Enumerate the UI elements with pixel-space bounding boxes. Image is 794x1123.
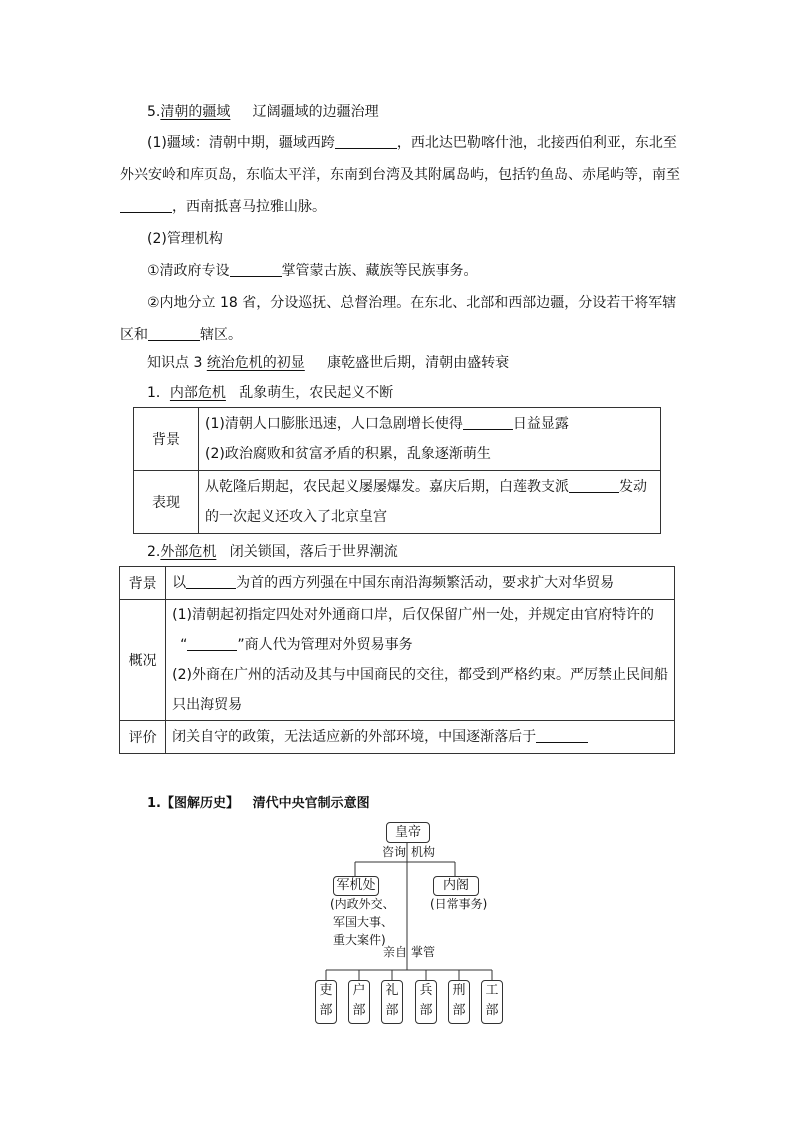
text: 区和: [120, 327, 148, 343]
row-label: 概况: [120, 600, 166, 721]
text: 康乾盛世后期，清朝由盛转衰: [327, 355, 510, 371]
heading-subtitle: 辽阔疆域的边疆治理: [252, 104, 379, 120]
text: 的一次起义还攻入了北京皇宫: [205, 509, 387, 525]
text: 统治危机的初显: [206, 355, 305, 371]
ministry-box: [348, 980, 370, 1024]
ministry-box: [481, 980, 503, 1024]
row-label: 表现: [134, 471, 199, 534]
text: 外兴安岭和库页岛，东临太平洋，东南到台湾及其附属岛屿，包括钓鱼岛、赤尾屿等，南至: [120, 167, 680, 183]
emperor-box: 皇帝: [386, 822, 430, 843]
text: 闭关自守的政策，无法适应新的外部环境，中国逐渐落后于: [172, 729, 537, 745]
org-label: 机构: [411, 845, 436, 859]
heading-number: 5.: [147, 104, 161, 120]
ministry-box: [415, 980, 437, 1024]
junjichu-note-1: (内政外交、: [330, 897, 395, 911]
text: 吏: [319, 983, 333, 998]
admin-heading: (2)管理机构: [147, 231, 223, 247]
text: 1．: [147, 385, 170, 401]
text: (2)外商在广州的活动及其与中国商民的交往，都受到严格约束。严厉禁止民间船: [172, 667, 668, 683]
text: ，西南抵喜马拉雅山脉。: [172, 199, 326, 215]
text: 2.: [147, 544, 161, 560]
qinzi-label: 亲自: [383, 945, 408, 959]
text: 清代中央官制示意图: [252, 796, 370, 811]
junjichu-box: 军机处: [333, 876, 379, 896]
text: 内部危机: [169, 385, 226, 401]
text: 发动: [619, 479, 647, 495]
text: 辖区。: [200, 327, 242, 343]
text: 兵: [419, 983, 433, 998]
text: 掌管蒙古族、藏族等民族事务。: [281, 263, 478, 279]
text: 以: [172, 575, 187, 591]
row-label: 评价: [120, 721, 166, 754]
text: 部: [385, 1003, 399, 1018]
text: ，西北达巴勒喀什池，北接西伯利亚，东北至: [396, 135, 677, 151]
ministry-box: [381, 980, 403, 1024]
text: 1.: [147, 796, 161, 811]
text: 部: [319, 1003, 333, 1018]
neige-note: (日常事务): [430, 897, 488, 911]
text: 只出海贸易: [172, 697, 243, 713]
text: 闭关锁国，落后于世界潮流: [229, 544, 398, 560]
text: 日益显露: [512, 416, 569, 432]
text: 为首的西方列强在中国东南沿海频繁活动，要求扩大对华贸易: [236, 575, 615, 591]
text: 乱象萌生，农民起义不断: [239, 385, 394, 401]
text: 工: [485, 983, 499, 998]
ministry-box: [448, 980, 470, 1024]
text: (1)清朝人口膨胀迅速，人口急剧增长使得: [205, 416, 463, 432]
ministry-box: [315, 980, 337, 1024]
text: 从乾隆后期起，农民起义屡屡爆发。嘉庆后期，白莲教支派: [205, 479, 569, 495]
heading-underlined: 清朝的疆域: [160, 104, 231, 120]
text: 外部危机: [160, 544, 217, 560]
admin-line-2: ②内地分立 18 省，分设巡抚、总督治理。在东北、北部和西部边疆，分设若干将军辖: [147, 295, 677, 311]
text: 知识点 3: [147, 355, 207, 371]
text: ①清政府专设: [147, 263, 230, 279]
row-label: 背景: [134, 408, 199, 471]
text: “: [180, 637, 188, 653]
row-label: 背景: [120, 567, 166, 600]
consult-label: 咨询: [382, 845, 407, 859]
junjichu-note-2: 军国大事、: [333, 915, 394, 929]
text: 刑: [452, 983, 466, 998]
text: 礼: [385, 983, 399, 998]
neige-box: 内阁: [433, 876, 479, 896]
text: 部: [352, 1003, 366, 1018]
zhangguan-label: 掌管: [411, 945, 436, 959]
text: 部: [485, 1003, 499, 1018]
text: (2)政治腐败和贫富矛盾的积累，乱象逐渐萌生: [205, 446, 491, 462]
junjichu-note-3: 重大案件): [333, 933, 386, 947]
text: (1)清朝起初指定四处对外通商口岸，后仅保留广州一处，并规定由官府特许的: [172, 607, 654, 623]
text: 户: [352, 983, 366, 998]
text: 【图解历史】: [160, 796, 239, 811]
text: 部: [452, 1003, 466, 1018]
text: (1)疆域：清朝中期，疆域西跨: [147, 135, 335, 151]
text: 部: [419, 1003, 433, 1018]
text: ”商人代为管理对外贸易事务: [237, 637, 413, 653]
